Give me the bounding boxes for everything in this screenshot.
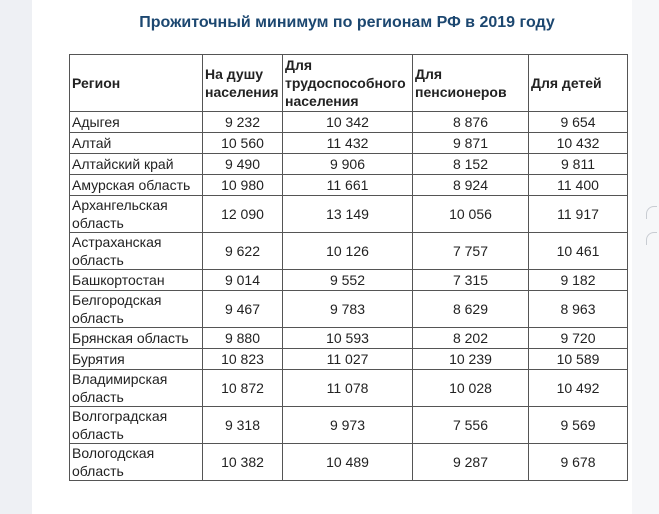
header-pensioners: Для пенсионеров [413,55,529,112]
per-capita-cell: 10 980 [203,175,283,196]
pensioners-cell: 8 876 [413,112,529,133]
pensioners-cell: 9 871 [413,133,529,154]
working-age-cell: 10 593 [283,328,413,349]
table-row [70,233,628,270]
region-cell: Алтайский край [70,154,203,175]
children-cell: 9 678 [529,444,628,481]
table-row [70,196,628,233]
per-capita-cell: 9 467 [203,291,283,328]
pensioners-cell: 8 202 [413,328,529,349]
region-cell: Волгоградская область [70,407,203,444]
pensioners-cell: 9 287 [413,444,529,481]
region-cell: Бурятия [70,349,203,370]
working-age-cell: 13 149 [283,196,413,233]
page-title: Прожиточный минимум по регионам РФ в 2019 году [139,14,555,31]
children-cell: 11 917 [529,196,628,233]
table-row [70,407,628,444]
pensioners-cell: 10 239 [413,349,529,370]
table-row [70,370,628,407]
working-age-cell: 9 552 [283,270,413,291]
children-cell: 11 400 [529,175,628,196]
header-children: Для детей [529,55,628,112]
working-age-cell: 9 973 [283,407,413,444]
working-age-cell: 9 906 [283,154,413,175]
table-row [70,328,628,349]
per-capita-cell: 10 382 [203,444,283,481]
children-cell: 9 569 [529,407,628,444]
children-cell: 10 589 [529,349,628,370]
region-cell: Брянская область [70,328,203,349]
pensioners-cell: 7 556 [413,407,529,444]
region-cell: Архангельская область [70,196,203,233]
region-cell: Амурская область [70,175,203,196]
table-row [70,154,628,175]
children-cell: 9 720 [529,328,628,349]
subsistence-minimum-table [69,54,628,481]
per-capita-cell: 10 560 [203,133,283,154]
region-cell: Адыгея [70,112,203,133]
table-row [70,270,628,291]
region-cell: Владимирская область [70,370,203,407]
pensioners-cell: 10 028 [413,370,529,407]
per-capita-cell: 9 880 [203,328,283,349]
working-age-cell: 10 126 [283,233,413,270]
working-age-cell: 10 489 [283,444,413,481]
per-capita-cell: 9 014 [203,270,283,291]
scroll-marker-icon [646,232,657,245]
working-age-cell: 10 342 [283,112,413,133]
pensioners-cell: 7 757 [413,233,529,270]
header-per-capita: На душу населения [203,55,283,112]
header-region: Регион [70,55,203,112]
region-cell: Белгородская область [70,291,203,328]
children-cell: 9 182 [529,270,628,291]
per-capita-cell: 9 622 [203,233,283,270]
table-header-row [70,55,628,112]
children-cell: 8 963 [529,291,628,328]
working-age-cell: 11 432 [283,133,413,154]
table-row [70,175,628,196]
per-capita-cell: 10 823 [203,349,283,370]
pensioners-cell: 7 315 [413,270,529,291]
children-cell: 10 432 [529,133,628,154]
right-edge-panel [632,0,659,514]
per-capita-cell: 9 318 [203,407,283,444]
children-cell: 9 654 [529,112,628,133]
working-age-cell: 11 078 [283,370,413,407]
header-working-age: Для трудоспособного населения [283,55,413,112]
table-row [70,133,628,154]
working-age-cell: 11 027 [283,349,413,370]
children-cell: 10 461 [529,233,628,270]
per-capita-cell: 12 090 [203,196,283,233]
children-cell: 10 492 [529,370,628,407]
region-cell: Алтай [70,133,203,154]
table-row [70,112,628,133]
region-cell: Вологодская область [70,444,203,481]
working-age-cell: 9 783 [283,291,413,328]
pensioners-cell: 10 056 [413,196,529,233]
pensioners-cell: 8 924 [413,175,529,196]
pensioners-cell: 8 152 [413,154,529,175]
table-row [70,291,628,328]
per-capita-cell: 10 872 [203,370,283,407]
per-capita-cell: 9 232 [203,112,283,133]
per-capita-cell: 9 490 [203,154,283,175]
pensioners-cell: 8 629 [413,291,529,328]
children-cell: 9 811 [529,154,628,175]
region-cell: Башкортостан [70,270,203,291]
table-row [70,349,628,370]
working-age-cell: 11 661 [283,175,413,196]
scroll-marker-icon [646,206,657,219]
region-cell: Астраханская область [70,233,203,270]
table-row [70,444,628,481]
